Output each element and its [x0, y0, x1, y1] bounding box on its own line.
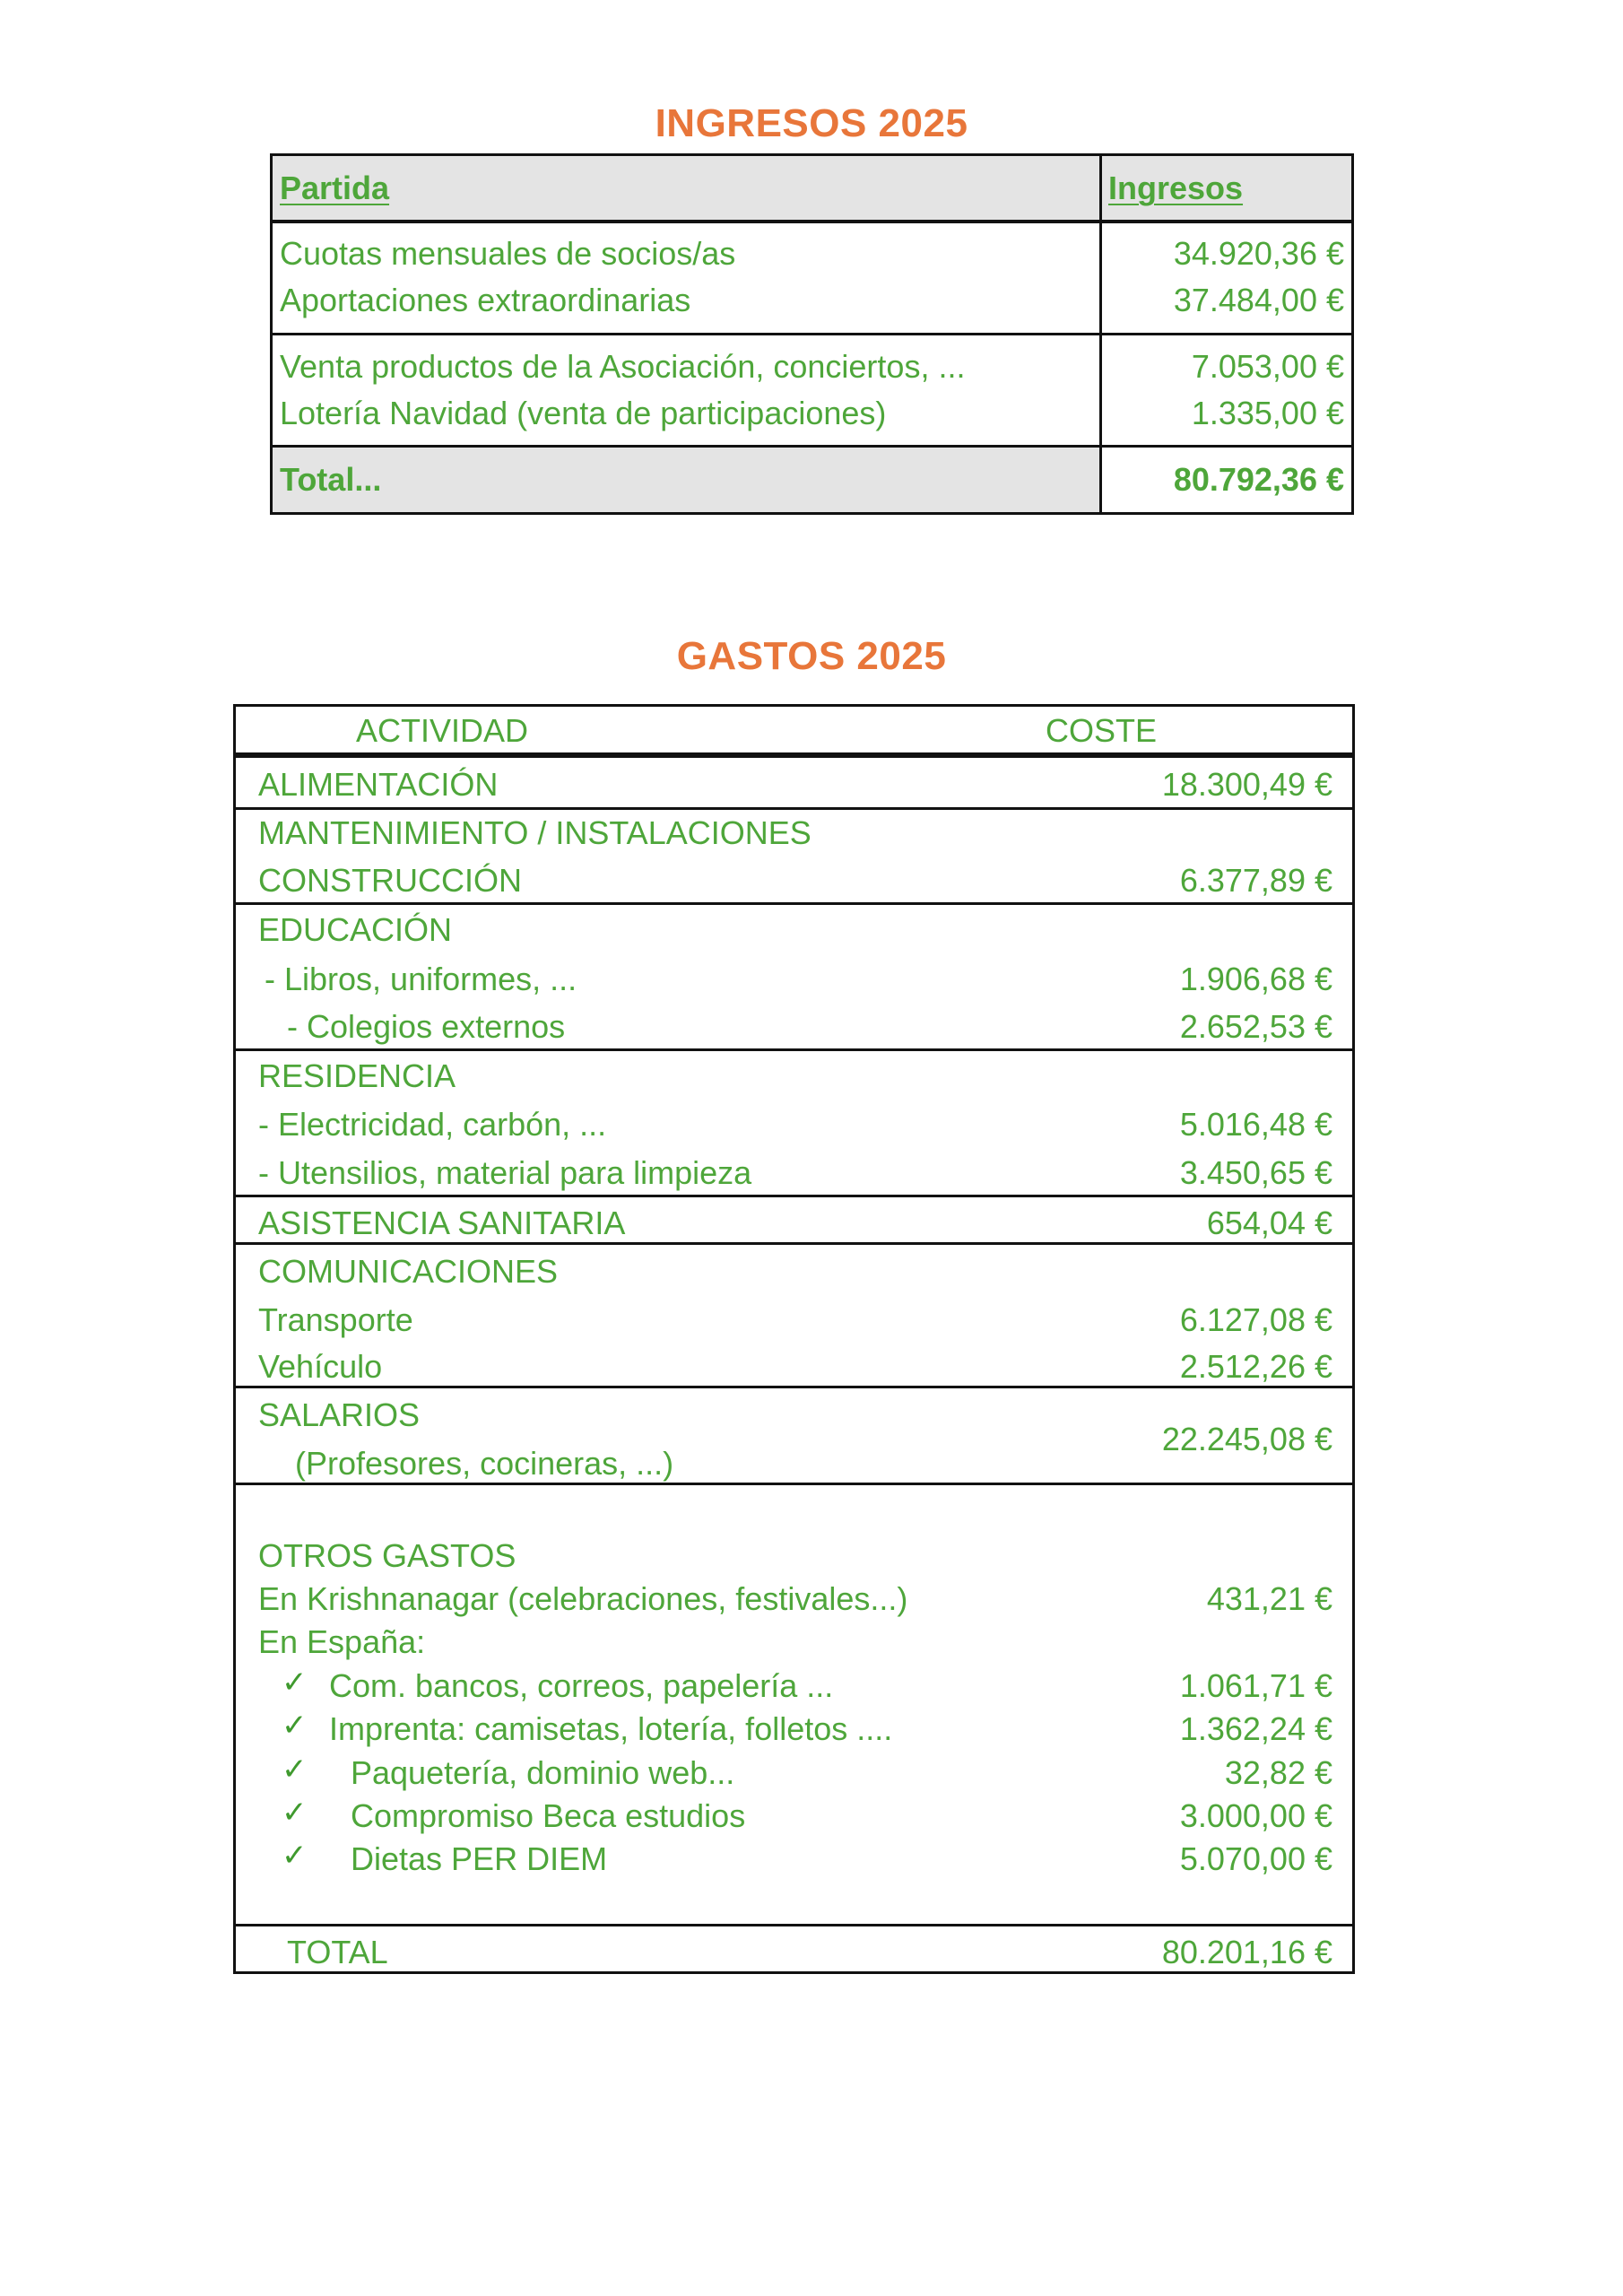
ingresos-group-divider: [270, 333, 1354, 335]
gastos-value: 2.512,26 €: [1179, 1348, 1332, 1385]
ingresos-row-value: 1.335,00 €: [1191, 395, 1344, 431]
gastos-value: 1.061,71 €: [1179, 1667, 1332, 1704]
gastos-divider: [233, 902, 1355, 905]
gastos-item-label: En España:: [258, 1623, 426, 1660]
gastos-category-label: CONSTRUCCIÓN: [258, 862, 522, 899]
gastos-category-label: EDUCACIÓN: [258, 911, 453, 948]
check-icon: ✓: [282, 1665, 308, 1700]
ingresos-row-label: Venta productos de la Asociación, conciertos, ...: [280, 348, 966, 385]
ingresos-row-label: Cuotas mensuales de socios/as: [280, 235, 736, 272]
ingresos-row-value: 7.053,00 €: [1191, 348, 1344, 385]
gastos-total-label: TOTAL: [287, 1934, 388, 1970]
gastos-divider: [233, 1242, 1355, 1245]
ingresos-header-partida: Partida: [280, 170, 390, 206]
gastos-value: 18.300,49 €: [1161, 766, 1332, 803]
check-icon: ✓: [282, 1752, 308, 1787]
gastos-value: 22.245,08 €: [1161, 1421, 1332, 1457]
gastos-item-label: - Colegios externos: [287, 1008, 566, 1045]
gastos-header-actividad: ACTIVIDAD: [356, 712, 529, 749]
gastos-item-label: Imprenta: camisetas, lotería, folletos ....: [329, 1710, 893, 1747]
gastos-value: 6.127,08 €: [1179, 1301, 1332, 1338]
gastos-item-label: Transporte: [258, 1301, 413, 1338]
gastos-item-label: (Profesores, cocineras, ...): [295, 1445, 674, 1482]
check-icon: ✓: [282, 1838, 308, 1874]
gastos-value: 5.016,48 €: [1179, 1106, 1332, 1143]
ingresos-row-label: Lotería Navidad (venta de participaciones): [280, 395, 887, 431]
ingresos-total-divider: [270, 445, 1354, 448]
gastos-item-label: - Utensilios, material para limpieza: [258, 1154, 752, 1191]
gastos-item-label: Com. bancos, correos, papelería ...: [329, 1667, 834, 1704]
gastos-item-label: En Krishnanagar (celebraciones, festivales...): [258, 1580, 908, 1617]
ingresos-total-value: 80.792,36 €: [1173, 461, 1344, 498]
ingresos-header-divider: [270, 220, 1354, 223]
gastos-item-label: Vehículo: [258, 1348, 383, 1385]
ingresos-row-label: Aportaciones extraordinarias: [280, 282, 691, 318]
gastos-value: 3.450,65 €: [1179, 1154, 1332, 1191]
gastos-item-label: - Libros, uniformes, ...: [265, 961, 577, 997]
gastos-category-label: ALIMENTACIÓN: [258, 766, 499, 803]
check-icon: ✓: [282, 1795, 308, 1831]
gastos-category-label: RESIDENCIA: [258, 1057, 456, 1094]
gastos-category-label: OTROS GASTOS: [258, 1537, 516, 1574]
gastos-value: 654,04 €: [1206, 1205, 1332, 1241]
gastos-category-label: ASISTENCIA SANITARIA: [258, 1205, 626, 1241]
gastos-header-coste: COSTE: [1046, 712, 1158, 749]
gastos-value: 1.362,24 €: [1179, 1710, 1332, 1747]
gastos-item-label: Dietas PER DIEM: [351, 1840, 608, 1877]
gastos-divider: [233, 1483, 1355, 1485]
gastos-value: 6.377,89 €: [1179, 862, 1332, 899]
gastos-category-label: COMUNICACIONES: [258, 1253, 559, 1290]
gastos-divider: [233, 1048, 1355, 1051]
gastos-value: 5.070,00 €: [1179, 1840, 1332, 1877]
gastos-value: 2.652,53 €: [1179, 1008, 1332, 1045]
gastos-value: 1.906,68 €: [1179, 961, 1332, 997]
gastos-value: 3.000,00 €: [1179, 1797, 1332, 1834]
ingresos-header-ingresos: Ingresos: [1108, 170, 1244, 206]
gastos-divider: [233, 1386, 1355, 1388]
gastos-category-label: MANTENIMIENTO / INSTALACIONES: [258, 814, 812, 851]
gastos-value: 32,82 €: [1224, 1754, 1332, 1791]
gastos-divider: [233, 807, 1355, 810]
ingresos-row-value: 34.920,36 €: [1173, 235, 1344, 272]
gastos-item-label: Compromiso Beca estudios: [351, 1797, 746, 1834]
check-icon: ✓: [282, 1708, 308, 1744]
gastos-total-value: 80.201,16 €: [1161, 1934, 1332, 1970]
ingresos-row-value: 37.484,00 €: [1173, 282, 1344, 318]
gastos-category-label: SALARIOS: [258, 1396, 421, 1433]
gastos-value: 431,21 €: [1206, 1580, 1332, 1617]
gastos-item-label: - Electricidad, carbón, ...: [258, 1106, 607, 1143]
gastos-total-divider: [233, 1924, 1355, 1926]
gastos-title: GASTOS 2025: [676, 634, 947, 678]
gastos-divider: [233, 1195, 1355, 1197]
ingresos-title: INGRESOS 2025: [655, 101, 968, 145]
gastos-header-divider: [233, 752, 1355, 758]
gastos-item-label: Paquetería, dominio web...: [351, 1754, 735, 1791]
ingresos-total-label: Total...: [280, 461, 382, 498]
